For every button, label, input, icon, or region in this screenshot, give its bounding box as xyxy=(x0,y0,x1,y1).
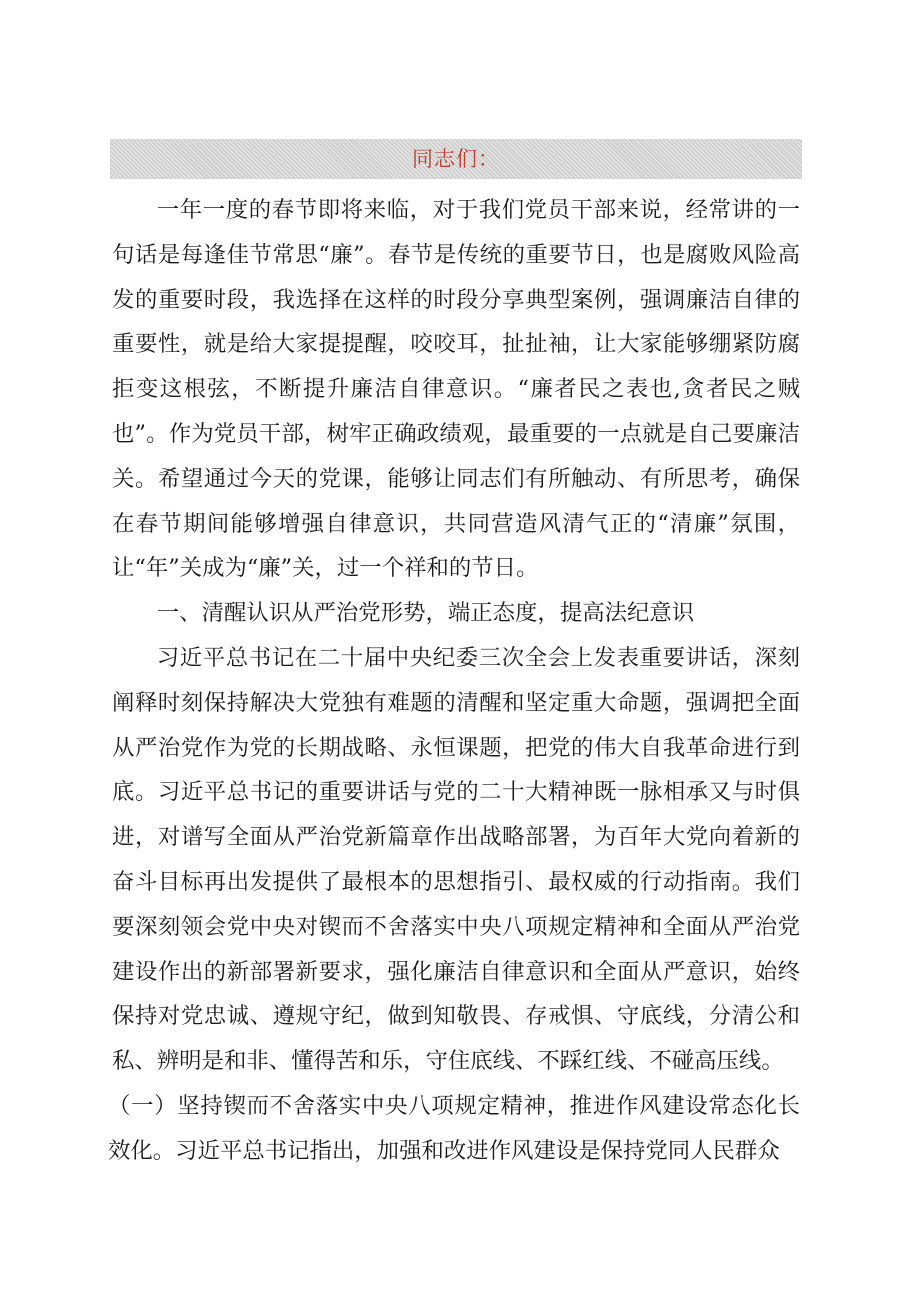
section-1-paragraph: 习近平总书记在二十届中央纪委三次全会上发表重要讲话，深刻阐释时刻保持解决大党独有难题的清醒和坚定重大命题，强调把全面从严治党作为党的长期战略、永恒课题，把党的伟大自我革命进行到底。习近平总书记的重要讲话与党的二十大精神既一脉相承又与时俱进，对谱写全面从严治党新篇章作出战略部署，为百年大党向着新的奋斗目标再出发提供了最根本的思想指引、最权威的行动指南。我们要深刻领会党中央对锲而不舍落实中央八项规定精神和全面从严治党建设作出的新部署新要求，强化廉洁自律意识和全面从严意识，始终保持对党忠诚、遵规守纪，做到知敬畏、存戒惧、守底线，分清公和私、辨明是和非、懂得苦和乐，守住底线、不踩红线、不碰高压线。 xyxy=(112,644,800,1075)
document-body xyxy=(108,188,800,1174)
intro-paragraph: 一年一度的春节即将来临，对于我们党员干部来说，经常讲的一句话是每逢佳节常思“廉”。春节是传统的重要节日，也是腐败风险高发的重要时段，我选择在这样的时段分享典型案例，强调廉洁自律的重要性，就是给大家提提醒，咬咬耳，扯扯袖，让大家能够绷紧防腐拒变这根弦，不断提升廉洁自律意识。“廉者民之表也,贪者民之贼也”。作为党员干部，树牢正确政绩观，最重要的一点就是自己要廉洁关。希望通过今天的党课，能够让同志们有所触动、有所思考，确保在春节期间能够增强自律意识，共同营造风清气正的“清廉”氛围，让“年”关成为“廉”关，过一个祥和的节日。 xyxy=(112,197,800,582)
section-heading-1: 一、清醒认识从严治党形势，端正态度，提高法纪意识 xyxy=(156,600,695,627)
salutation-heading: 同志们： xyxy=(110,139,802,179)
subsection-1-paragraph: （一）坚持锲而不舍落实中央八项规定精神，推进作风建设常态化长效化。习近平总书记指出，加强和改进作风建设是保持党同人民群众 xyxy=(108,1092,800,1164)
